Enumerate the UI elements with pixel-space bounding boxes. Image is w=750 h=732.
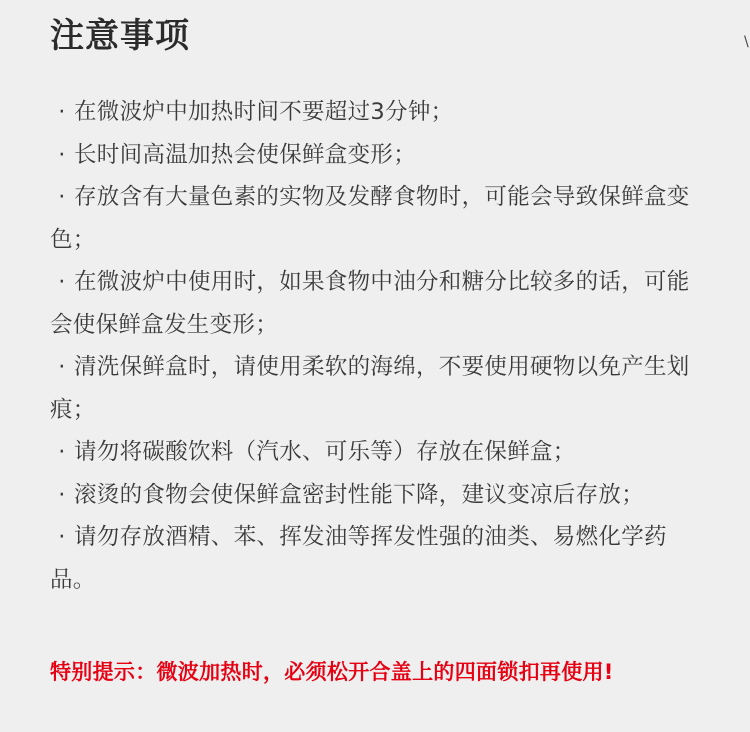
note-text: 长时间高温加热会使保鲜盒变形；: [74, 141, 417, 168]
bullet: ·: [58, 481, 66, 508]
bullet: ·: [58, 99, 66, 125]
note-text: 在微波炉中加热时间不要超过3分钟；: [74, 99, 454, 125]
note-item: [50, 134, 712, 177]
note-item: [50, 261, 712, 346]
bullet: ·: [58, 141, 66, 168]
warning-notice: 特别提示：微波加热时，必须松开合盖上的四面锁扣再使用!: [50, 660, 614, 684]
bullet: ·: [58, 269, 66, 295]
bullet: ·: [58, 184, 66, 210]
note-text: 存放含有大量色素的实物及发酵食物时，可能会导致保鲜盒变色；: [50, 184, 690, 253]
note-item: [50, 516, 712, 601]
note-item: [50, 176, 712, 261]
note-text: 滚烫的食物会使保鲜盒密封性能下降，建议变凉后存放；: [74, 481, 645, 508]
note-item: [50, 431, 712, 474]
edge-mark: \: [744, 34, 749, 50]
page-title: 注意事项: [50, 16, 190, 56]
note-text: 在微波炉中使用时，如果食物中油分和糖分比较多的话，可能会使保鲜盒发生变形；: [50, 269, 690, 338]
bullet: ·: [58, 524, 66, 550]
note-item: [50, 91, 712, 134]
note-text: 请勿存放酒精、苯、挥发油等挥发性强的油类、易燃化学药品。: [50, 524, 667, 593]
note-text: 清洗保鲜盒时，请使用柔软的海绵，不要使用硬物以免产生划痕；: [50, 354, 690, 423]
note-text: 请勿将碳酸饮料（汽水、可乐等）存放在保鲜盒；: [74, 439, 576, 465]
note-item: [50, 474, 712, 517]
bullet: ·: [58, 439, 66, 465]
bullet: ·: [58, 354, 66, 380]
note-item: [50, 346, 712, 431]
notes-list: [50, 91, 712, 601]
